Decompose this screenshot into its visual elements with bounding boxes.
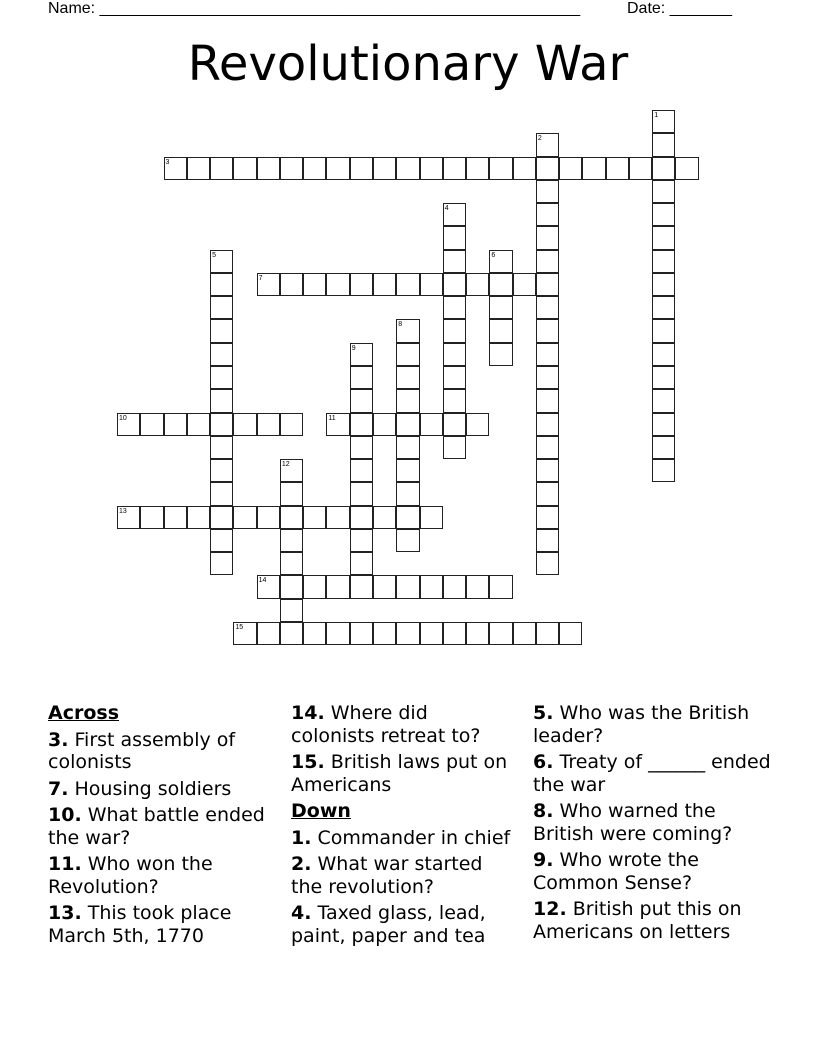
grid-cell[interactable] <box>536 226 559 249</box>
cell-number: 5 <box>212 251 216 259</box>
grid-cell[interactable] <box>280 506 303 529</box>
clue-number: 14. <box>291 702 325 724</box>
grid-cell[interactable] <box>513 273 536 296</box>
grid-cell[interactable] <box>489 319 512 342</box>
grid-cell[interactable] <box>443 343 466 366</box>
clue-text: British put this on Americans on letters <box>533 898 742 943</box>
clue-number: 3. <box>48 728 69 751</box>
grid-cell[interactable] <box>303 273 326 296</box>
clues-column-3 <box>533 702 773 947</box>
grid-cell[interactable] <box>652 459 675 482</box>
cell-number: 10 <box>119 414 127 422</box>
grid-cell[interactable] <box>652 273 675 296</box>
grid-cell[interactable] <box>326 622 349 645</box>
grid-cell[interactable] <box>396 273 419 296</box>
clue-text: Commander in chief <box>317 826 511 849</box>
grid-cell[interactable] <box>373 273 396 296</box>
grid-cell[interactable] <box>536 157 559 180</box>
clue-across-15 <box>291 751 516 796</box>
grid-cell[interactable] <box>652 157 675 180</box>
grid-cell[interactable] <box>420 273 443 296</box>
grid-cell[interactable] <box>257 622 280 645</box>
grid-cell[interactable] <box>303 575 326 598</box>
grid-cell[interactable] <box>652 436 675 459</box>
grid-cell[interactable] <box>210 413 233 436</box>
grid-cell[interactable] <box>443 575 466 598</box>
grid-cell[interactable] <box>326 157 349 180</box>
clue-across-11 <box>48 853 268 898</box>
grid-cell[interactable] <box>489 622 512 645</box>
grid-cell[interactable] <box>466 273 489 296</box>
grid-cell[interactable] <box>210 459 233 482</box>
clue-down-8 <box>533 800 773 845</box>
grid-cell[interactable] <box>652 203 675 226</box>
grid-cell[interactable] <box>443 413 466 436</box>
clue-text: Who was the British leader? <box>533 702 750 747</box>
grid-cell[interactable] <box>536 413 559 436</box>
grid-cell[interactable] <box>257 413 280 436</box>
grid-cell[interactable] <box>443 250 466 273</box>
clues-column-1 <box>48 702 268 951</box>
grid-cell[interactable] <box>350 575 373 598</box>
grid-cell[interactable] <box>396 389 419 412</box>
grid-cell[interactable] <box>675 157 698 180</box>
grid-cell[interactable] <box>489 575 512 598</box>
clue-number: 8. <box>533 800 554 822</box>
grid-cell[interactable] <box>350 506 373 529</box>
grid-cell[interactable] <box>652 413 675 436</box>
grid-cell[interactable] <box>373 413 396 436</box>
grid-cell[interactable] <box>396 366 419 389</box>
clue-across-14 <box>291 702 516 747</box>
grid-cell[interactable] <box>513 157 536 180</box>
clue-across-7 <box>48 778 268 801</box>
grid-cell[interactable] <box>420 157 443 180</box>
grid-cell[interactable] <box>443 226 466 249</box>
grid-cell[interactable] <box>443 296 466 319</box>
grid-cell[interactable] <box>536 273 559 296</box>
grid-cell[interactable] <box>280 273 303 296</box>
clue-across-3 <box>48 729 268 774</box>
clue-down-6 <box>533 751 773 796</box>
grid-cell[interactable] <box>536 506 559 529</box>
grid-cell[interactable] <box>210 529 233 552</box>
grid-cell[interactable] <box>396 506 419 529</box>
cell-number: 2 <box>537 135 542 143</box>
clue-down-12 <box>533 898 773 943</box>
clue-text: First assembly of colonists <box>48 728 236 773</box>
grid-cell[interactable] <box>443 273 466 296</box>
cell-number: 3 <box>165 158 170 166</box>
grid-cell[interactable] <box>140 506 163 529</box>
cell-number: 13 <box>119 507 127 515</box>
clue-across-13 <box>48 902 268 947</box>
grid-cell[interactable] <box>280 599 303 622</box>
grid-cell[interactable] <box>443 366 466 389</box>
cell-number: 14 <box>258 577 267 585</box>
grid-cell[interactable] <box>326 506 349 529</box>
grid-cell[interactable] <box>303 157 326 180</box>
grid-cell[interactable] <box>210 366 233 389</box>
grid-cell[interactable] <box>210 319 233 342</box>
clue-text: Treaty of ______ ended the war <box>533 751 771 796</box>
grid-cell[interactable] <box>326 273 349 296</box>
grid-cell[interactable] <box>652 296 675 319</box>
clue-across-10 <box>48 804 268 849</box>
grid-cell[interactable] <box>536 343 559 366</box>
grid-cell[interactable] <box>187 157 210 180</box>
grid-cell[interactable] <box>257 157 280 180</box>
grid-cell[interactable] <box>536 389 559 412</box>
grid-cell[interactable] <box>582 157 605 180</box>
grid-cell[interactable] <box>420 413 443 436</box>
grid-cell[interactable] <box>443 389 466 412</box>
grid-cell[interactable] <box>373 622 396 645</box>
grid-cell[interactable] <box>210 552 233 575</box>
grid-cell[interactable] <box>164 413 187 436</box>
clue-down-4 <box>291 902 516 947</box>
grid-cell[interactable] <box>420 575 443 598</box>
grid-cell[interactable] <box>210 506 233 529</box>
grid-cell[interactable] <box>350 273 373 296</box>
grid-cell[interactable] <box>164 506 187 529</box>
grid-cell[interactable] <box>396 529 419 552</box>
clue-number: 9. <box>533 849 554 871</box>
grid-cell[interactable] <box>350 413 373 436</box>
grid-cell[interactable] <box>280 482 303 505</box>
grid-cell[interactable] <box>652 250 675 273</box>
clue-text: Who wrote the Common Sense? <box>533 849 699 894</box>
grid-cell[interactable] <box>536 366 559 389</box>
clue-number: 6. <box>533 751 554 773</box>
grid-cell[interactable] <box>396 459 419 482</box>
grid-cell[interactable] <box>559 157 582 180</box>
grid-cell[interactable] <box>280 575 303 598</box>
grid-cell[interactable] <box>326 575 349 598</box>
grid-cell[interactable] <box>350 529 373 552</box>
grid-cell[interactable] <box>536 436 559 459</box>
clue-text: British laws put on Americans <box>291 751 508 796</box>
grid-cell[interactable] <box>210 296 233 319</box>
clue-number: 2. <box>291 853 312 875</box>
cell-number: 4 <box>444 205 449 213</box>
grid-cell[interactable] <box>140 413 163 436</box>
grid-cell[interactable] <box>420 506 443 529</box>
clue-text: What war started the revolution? <box>291 853 483 898</box>
name-line: Name: ______________________________________________________ <box>48 0 581 17</box>
clue-text: Who won the Revolution? <box>48 853 213 898</box>
grid-cell[interactable] <box>536 529 559 552</box>
grid-cell[interactable] <box>652 133 675 156</box>
grid-cell[interactable] <box>396 343 419 366</box>
down-heading: Down <box>291 800 351 822</box>
grid-cell[interactable] <box>210 273 233 296</box>
grid-cell[interactable] <box>466 413 489 436</box>
grid-cell[interactable] <box>210 343 233 366</box>
grid-cell[interactable] <box>629 157 652 180</box>
grid-cell[interactable] <box>210 482 233 505</box>
cell-number: 9 <box>351 344 356 352</box>
grid-cell[interactable] <box>536 622 559 645</box>
cell-number: 8 <box>398 321 403 329</box>
grid-cell[interactable] <box>280 413 303 436</box>
clue-down-9 <box>533 849 773 894</box>
grid-cell[interactable] <box>350 552 373 575</box>
clue-number: 7. <box>48 777 69 800</box>
grid-cell[interactable] <box>280 157 303 180</box>
across-heading: Across <box>48 702 120 724</box>
grid-cell[interactable] <box>396 622 419 645</box>
grid-cell[interactable] <box>652 226 675 249</box>
grid-cell[interactable] <box>443 436 466 459</box>
grid-cell[interactable] <box>257 506 280 529</box>
grid-cell[interactable] <box>489 343 512 366</box>
cell-number: 1 <box>654 112 659 119</box>
grid-cell[interactable] <box>559 622 582 645</box>
grid-cell[interactable] <box>513 622 536 645</box>
grid-cell[interactable] <box>443 319 466 342</box>
grid-cell[interactable] <box>443 622 466 645</box>
date-line: Date: _______ <box>627 0 732 17</box>
grid-cell[interactable] <box>466 622 489 645</box>
grid-cell[interactable] <box>536 319 559 342</box>
clue-down-2 <box>291 853 516 898</box>
clue-number: 1. <box>291 826 312 849</box>
grid-cell[interactable] <box>233 157 256 180</box>
grid-cell[interactable] <box>536 250 559 273</box>
grid-cell[interactable] <box>396 575 419 598</box>
grid-cell[interactable] <box>210 157 233 180</box>
grid-cell[interactable] <box>303 506 326 529</box>
grid-cell[interactable] <box>466 575 489 598</box>
grid-cell[interactable] <box>652 319 675 342</box>
clue-number: 4. <box>291 902 312 924</box>
grid-cell[interactable] <box>210 389 233 412</box>
grid-cell[interactable] <box>233 413 256 436</box>
grid-cell[interactable] <box>536 180 559 203</box>
grid-cell[interactable] <box>187 506 210 529</box>
clue-number: 12. <box>533 898 567 920</box>
grid-cell[interactable] <box>606 157 629 180</box>
grid-cell[interactable] <box>420 622 443 645</box>
grid-cell[interactable] <box>210 436 233 459</box>
clue-number: 11. <box>48 853 82 875</box>
clue-text: What battle ended the war? <box>48 804 265 849</box>
cell-number: 12 <box>281 461 290 469</box>
clues-column-2 <box>291 702 516 951</box>
grid-cell[interactable] <box>652 366 675 389</box>
cell-number: 15 <box>235 623 244 631</box>
grid-cell[interactable] <box>652 389 675 412</box>
grid-cell[interactable] <box>280 622 303 645</box>
grid-cell[interactable] <box>187 413 210 436</box>
grid-cell[interactable] <box>396 413 419 436</box>
clue-number: 10. <box>48 804 82 826</box>
grid-cell[interactable] <box>280 529 303 552</box>
grid-cell[interactable] <box>489 296 512 319</box>
grid-cell[interactable] <box>280 552 303 575</box>
grid-cell[interactable] <box>536 459 559 482</box>
clue-text: Where did colonists retreat to? <box>291 702 481 747</box>
grid-cell[interactable] <box>652 343 675 366</box>
grid-cell[interactable] <box>536 296 559 319</box>
grid-cell[interactable] <box>350 366 373 389</box>
cell-number: 7 <box>258 274 263 282</box>
clue-text: Housing soldiers <box>74 777 232 800</box>
grid-cell[interactable] <box>350 459 373 482</box>
grid-cell[interactable] <box>396 157 419 180</box>
grid-cell[interactable] <box>350 436 373 459</box>
grid-cell[interactable] <box>350 157 373 180</box>
grid-cell[interactable] <box>489 273 512 296</box>
grid-cell[interactable] <box>489 157 512 180</box>
clue-text: Who warned the British were coming? <box>533 800 733 845</box>
grid-cell[interactable] <box>536 552 559 575</box>
grid-cell[interactable] <box>350 482 373 505</box>
clue-number: 5. <box>533 702 554 724</box>
grid-cell[interactable] <box>396 482 419 505</box>
grid-cell[interactable] <box>536 482 559 505</box>
clue-down-1 <box>291 827 516 850</box>
cell-number: 11 <box>328 414 336 422</box>
clue-text: Taxed glass, lead, paint, paper and tea <box>291 902 486 947</box>
grid-cell[interactable] <box>350 622 373 645</box>
grid-cell[interactable] <box>396 436 419 459</box>
grid-cell[interactable] <box>350 389 373 412</box>
grid-cell[interactable] <box>373 157 396 180</box>
clue-down-5 <box>533 702 773 747</box>
page-title: Revolutionary War <box>187 36 629 92</box>
clue-number: 13. <box>48 902 82 924</box>
grid-cell[interactable] <box>652 180 675 203</box>
grid-cell[interactable] <box>233 506 256 529</box>
grid-cell[interactable] <box>303 622 326 645</box>
grid-cell[interactable] <box>373 575 396 598</box>
grid-cell[interactable] <box>373 506 396 529</box>
grid-cell[interactable] <box>443 157 466 180</box>
grid-cell[interactable] <box>536 203 559 226</box>
cell-number: 6 <box>491 251 496 259</box>
clue-text: This took place March 5th, 1770 <box>48 902 232 947</box>
grid-cell[interactable] <box>466 157 489 180</box>
clue-number: 15. <box>291 751 325 773</box>
